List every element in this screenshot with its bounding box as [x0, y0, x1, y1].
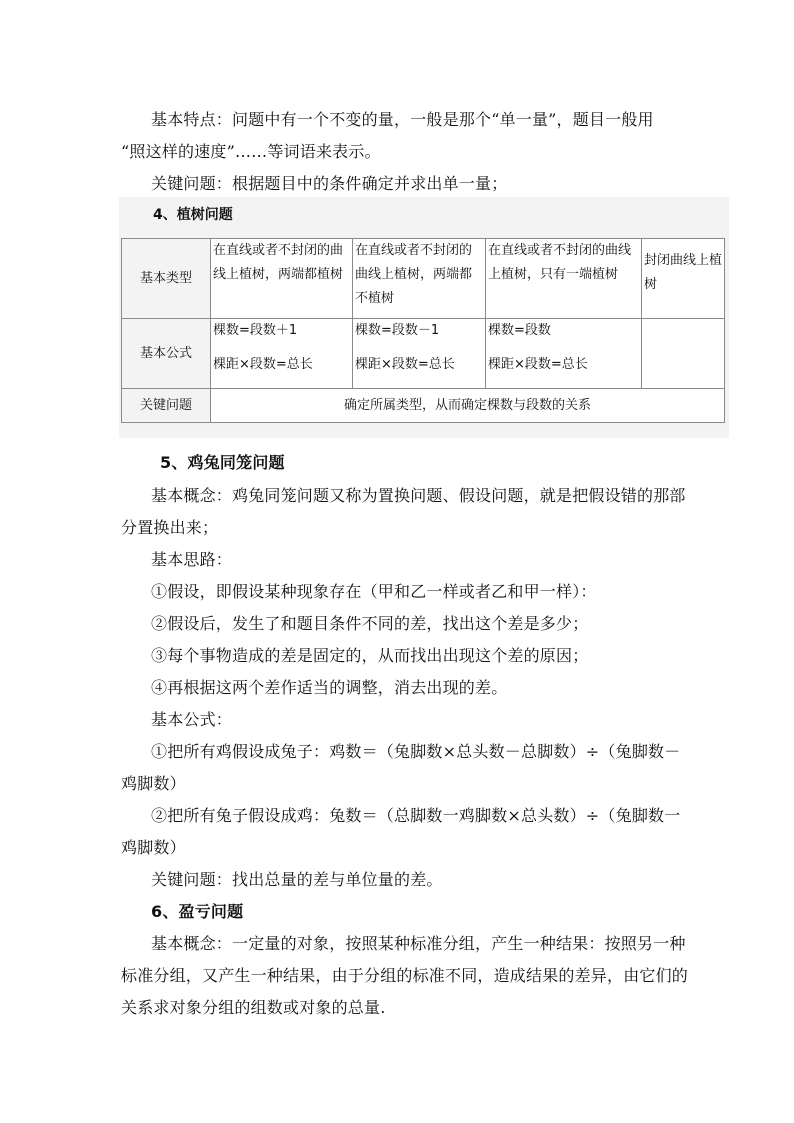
idea-step-2: ②假设后，发生了和题目条件不同的差，找出这个差是多少； [151, 614, 589, 633]
row-header-formula: 基本公式 [122, 319, 211, 389]
key-problem-cell: 确定所属类型，从而确定棵数与段数的关系 [211, 389, 725, 423]
formula-label: 基本公式： [151, 710, 233, 729]
type-cell-closed: 封闭曲线上植树 [642, 239, 725, 319]
formula-cell-one-end: 棵数=段数 棵距×段数=总长 [486, 319, 642, 389]
tree-planting-table [121, 238, 725, 423]
formula-cell-no-ends: 棵数=段数－1 棵距×段数=总长 [353, 319, 486, 389]
chicken-rabbit-concept-line-2: 分置换出来； [121, 518, 219, 537]
formula-2-line-1: ②把所有兔子假设成鸡：兔数＝（总脚数一鸡脚数×总头数）÷（兔脚数一 [151, 806, 681, 825]
surplus-concept-line-1: 基本概念：一定量的对象，按照某种标准分组，产生一种结果：按照另一种 [151, 934, 686, 953]
key-problem-line: 关键问题：根据题目中的条件确定并求出单一量； [151, 174, 508, 193]
type-cell-one-end: 在直线或者不封闭的曲线上植树，只有一端植树 [486, 239, 642, 319]
surplus-concept-line-3: 关系求对象分组的组数或对象的总量. [121, 998, 386, 1017]
section-4-title: 4、植树问题 [153, 207, 233, 223]
idea-step-4: ④再根据这两个差作适当的调整，消去出现的差。 [151, 678, 508, 697]
type-cell-both-ends: 在直线或者不封闭的曲线上植树，两端都植树 [211, 239, 353, 319]
row-header-types: 基本类型 [122, 239, 211, 319]
section-6-title: 6、盈亏问题 [151, 902, 244, 921]
idea-step-3: ③每个事物造成的差是固定的，从而找出出现这个差的原因； [151, 646, 589, 665]
row-header-key: 关键问题 [122, 389, 211, 423]
formula-1-line-1: ①把所有鸡假设成兔子：鸡数＝（兔脚数×总头数－总脚数）÷（兔脚数－ [151, 742, 681, 761]
formula-cell-closed [642, 319, 725, 389]
feature-line-2: “照这样的速度”……等词语来表示。 [121, 142, 381, 161]
idea-label: 基本思路： [151, 550, 233, 569]
formula-cell-both-ends: 棵数=段数＋1 棵距×段数=总长 [211, 319, 353, 389]
formula-2-line-2: 鸡脚数） [121, 838, 186, 857]
formula-1-line-2: 鸡脚数） [121, 774, 186, 793]
surplus-concept-line-2: 标准分组，又产生一种结果，由于分组的标准不同，造成结果的差异，由它们的 [121, 966, 689, 985]
section-5-title: 5、鸡兔同笼问题 [160, 453, 285, 472]
tree-planting-panel [119, 197, 729, 438]
chicken-rabbit-concept-line-1: 基本概念：鸡兔同笼问题又称为置换问题、假设问题，就是把假设错的那部 [151, 486, 686, 505]
table-row [122, 319, 725, 389]
table-row [122, 239, 725, 319]
feature-line-1: 基本特点：问题中有一个不变的量，一般是那个“单一量”，题目一般用 [151, 110, 654, 129]
type-cell-no-ends: 在直线或者不封闭的曲线上植树，两端都不植树 [353, 239, 486, 319]
chicken-rabbit-key-problem: 关键问题：找出总量的差与单位量的差。 [151, 870, 443, 889]
idea-step-1: ①假设，即假设某种现象存在（甲和乙一样或者乙和甲一样）： [151, 582, 597, 601]
table-row [122, 389, 725, 423]
